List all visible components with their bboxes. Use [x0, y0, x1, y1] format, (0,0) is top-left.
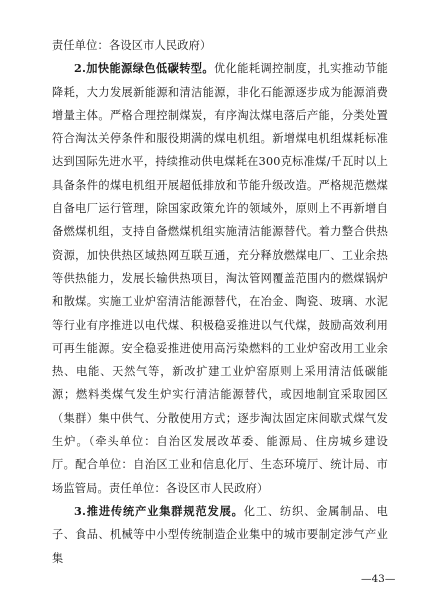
section-2-heading: 2.加快能源绿色低碳转型。	[74, 61, 215, 76]
section-3-paragraph	[52, 500, 388, 570]
responsibility-line: 责任单位：各设区市人民政府）	[52, 39, 212, 52]
document-page	[52, 34, 388, 570]
section-2-paragraph	[52, 57, 388, 500]
page-number: —43—	[361, 573, 396, 585]
section-2-body: 优化能耗调控制度，扎实推动节能降耗，大力发展新能源和清洁能源，非化石能源逐步成为能源消费增量主体。严格合理控制煤炭，有序淘汰煤电落后产能，分类处置符合淘汰关停条件和服役期满的煤电机组。新增煤电机组煤耗标准达到国际先进水平，持续推动供电煤耗在300克标准煤/千瓦时以上具备条件的煤电机组开展超低排放和节能升级改造。严格规范燃煤自备电厂运行管理，除国家政策允许的领域外，原则上不再新增自备燃煤机组，支持自备燃煤机组实施清洁能源替代。着力整合供热资源，加快供热区域热网互联互通，充分释放燃煤电厂、工业余热等供热能力，发展长输供热项目，淘汰管网覆盖范围内的燃煤锅炉和散煤。实施工业炉窑清洁能源替代，在冶金、陶瓷、玻璃、水泥等行业有序推进以电代煤、积极稳妥推进以气代煤，鼓励高效利用可再生能源。安全稳妥推进使用高污染燃料的工业炉窑改用工业余热、电能、天然气等，新改扩建工业炉窑原则上采用清洁低碳能源；燃料类煤气发生炉实行清洁能源替代，或因地制宜采取园区（集群）集中供气、分散使用方式；逐步淘汰固定床间歇式煤气发生炉。	[52, 62, 388, 449]
section-3-body: 化工、纺织、金属制品、电子、食品、机械等中小型传统制造企业集中的城市要制定涉气产业集	[52, 504, 388, 565]
section-3-heading: 3.推进传统产业集群规范发展。	[74, 503, 244, 518]
section-2-responsibility: （牵头单位：自治区发展改革委、能源局、住房城乡建设厅。配合单位：自治区工业和信息化厅、生态环境厅、统计局、市场监管局。责任单位：各设区市人民政府）	[52, 435, 389, 495]
